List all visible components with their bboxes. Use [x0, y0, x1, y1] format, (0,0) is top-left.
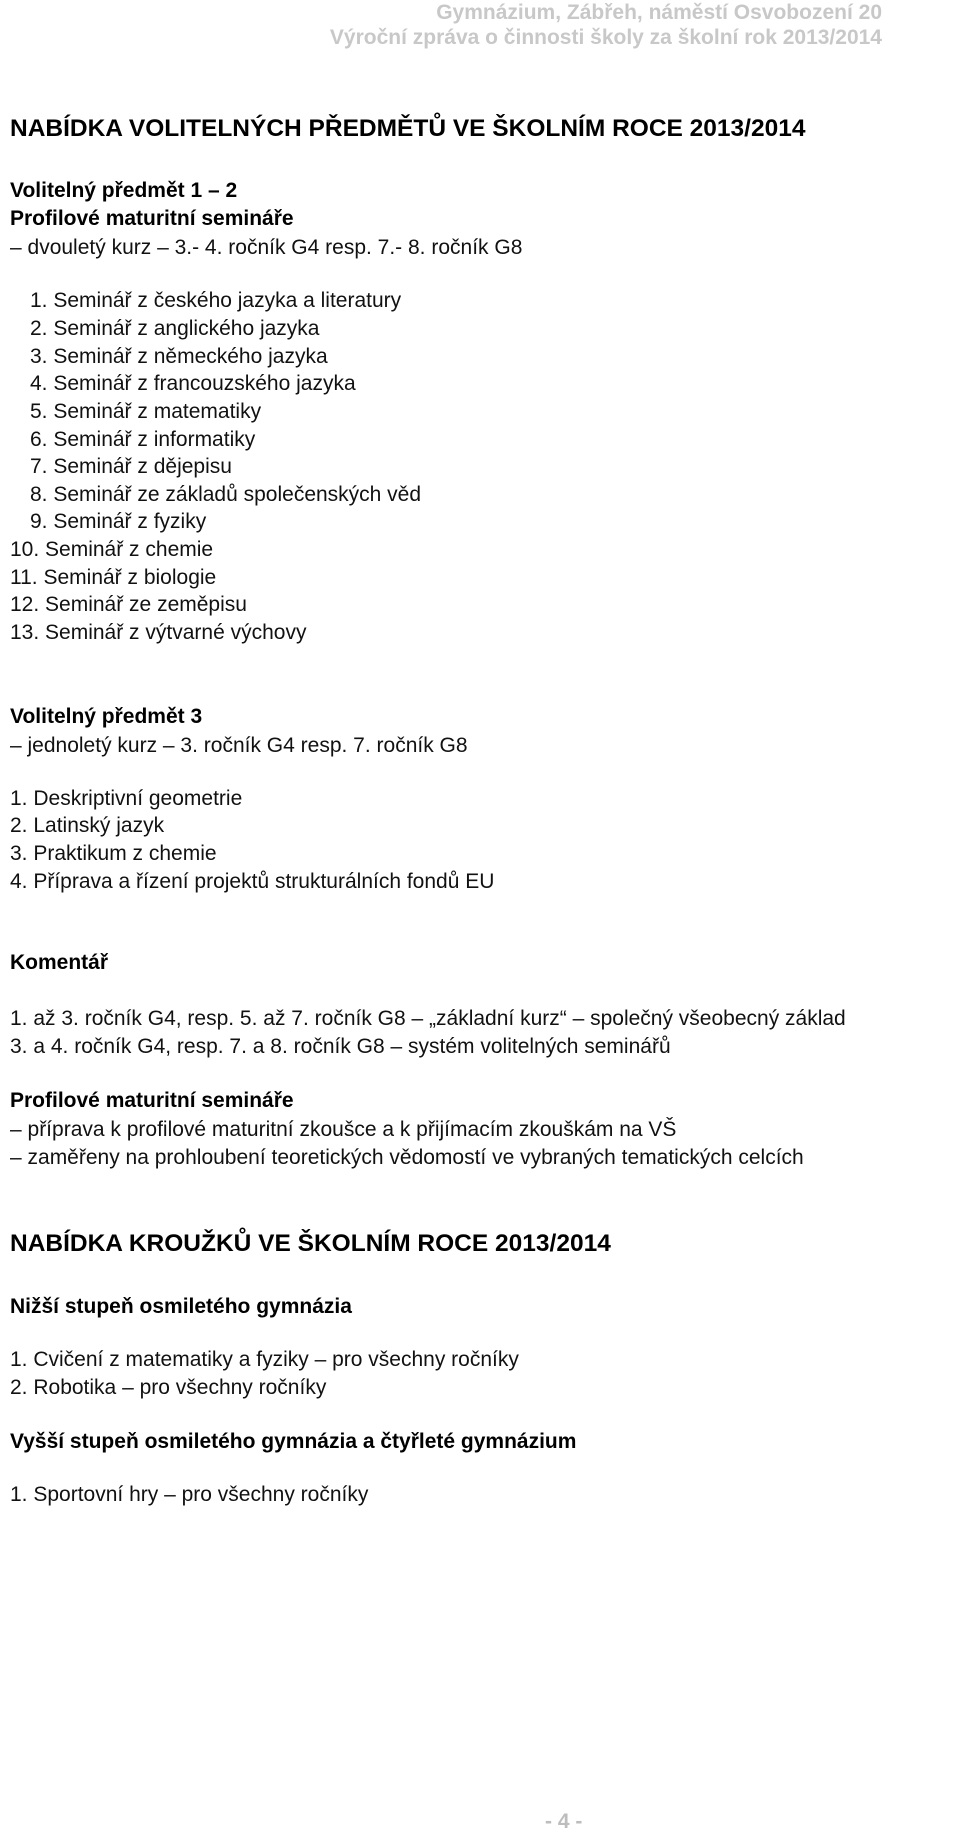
- clubs-title: NABÍDKA KROUŽKŮ VE ŠKOLNÍM ROCE 2013/2014: [10, 1230, 611, 1257]
- profile-title: Profilové maturitní semináře: [10, 1089, 294, 1112]
- list-item: 12. Seminář ze zeměpisu: [10, 593, 247, 616]
- list-item: 3. Seminář z německého jazyka: [30, 345, 328, 368]
- block1-subtitle: Profilové maturitní semináře: [10, 207, 294, 230]
- block2-title: Volitelný předmět 3: [10, 705, 203, 728]
- list-item: 8. Seminář ze základů společenských věd: [30, 483, 422, 506]
- comment-line: 1. až 3. ročník G4, resp. 5. až 7. ročník G8 – „základní kurz“ – společný všeobecný základ: [10, 1007, 846, 1030]
- list-item: 7. Seminář z dějepisu: [30, 455, 232, 478]
- offer-title: NABÍDKA VOLITELNÝCH PŘEDMĚTŮ VE ŠKOLNÍM ROCE 2013/2014: [10, 115, 806, 142]
- page-number: - 4 -: [545, 1810, 583, 1833]
- list-item: 5. Seminář z matematiky: [30, 400, 262, 423]
- block2-description: – jednoletý kurz – 3. ročník G4 resp. 7. ročník G8: [10, 734, 468, 757]
- list-item: 1. Deskriptivní geometrie: [10, 787, 243, 810]
- list-item: 1. Seminář z českého jazyka a literatury: [30, 289, 402, 312]
- list-item: 2. Latinský jazyk: [10, 814, 165, 837]
- list-item: 11. Seminář z biologie: [10, 566, 217, 589]
- list-item: 1. Sportovní hry – pro všechny ročníky: [10, 1483, 369, 1506]
- header-school-name: Gymnázium, Zábřeh, náměstí Osvobození 20: [436, 1, 882, 24]
- list-item: 2. Robotika – pro všechny ročníky: [10, 1376, 327, 1399]
- profile-line: – příprava k profilové maturitní zkoušce a k přijímacím zkouškám na VŠ: [10, 1118, 677, 1141]
- comment-line: 3. a 4. ročník G4, resp. 7. a 8. ročník G8 – systém volitelných seminářů: [10, 1035, 671, 1058]
- list-item: 2. Seminář z anglického jazyka: [30, 317, 320, 340]
- list-item: 6. Seminář z informatiky: [30, 428, 256, 451]
- profile-line: – zaměřeny na prohloubení teoretických vědomostí ve vybraných tematických celcích: [10, 1146, 804, 1169]
- list-item: 1. Cvičení z matematiky a fyziky – pro všechny ročníky: [10, 1348, 519, 1371]
- block1-title: Volitelný předmět 1 – 2: [10, 179, 238, 202]
- list-item: 4. Seminář z francouzského jazyka: [30, 372, 356, 395]
- header-report-title: Výroční zpráva o činnosti školy za školní rok 2013/2014: [329, 26, 882, 49]
- list-item: 10. Seminář z chemie: [10, 538, 214, 561]
- upper-level-title: Vyšší stupeň osmiletého gymnázia a čtyřleté gymnázium: [10, 1430, 577, 1453]
- lower-level-title: Nižší stupeň osmiletého gymnázia: [10, 1295, 352, 1318]
- list-item: 9. Seminář z fyziky: [30, 510, 207, 533]
- block1-description: – dvouletý kurz – 3.- 4. ročník G4 resp. 7.- 8. ročník G8: [10, 236, 523, 259]
- comment-title: Komentář: [10, 951, 109, 974]
- list-item: 4. Příprava a řízení projektů strukturálních fondů EU: [10, 870, 495, 893]
- list-item: 3. Praktikum z chemie: [10, 842, 217, 865]
- list-item: 13. Seminář z výtvarné výchovy: [10, 621, 307, 644]
